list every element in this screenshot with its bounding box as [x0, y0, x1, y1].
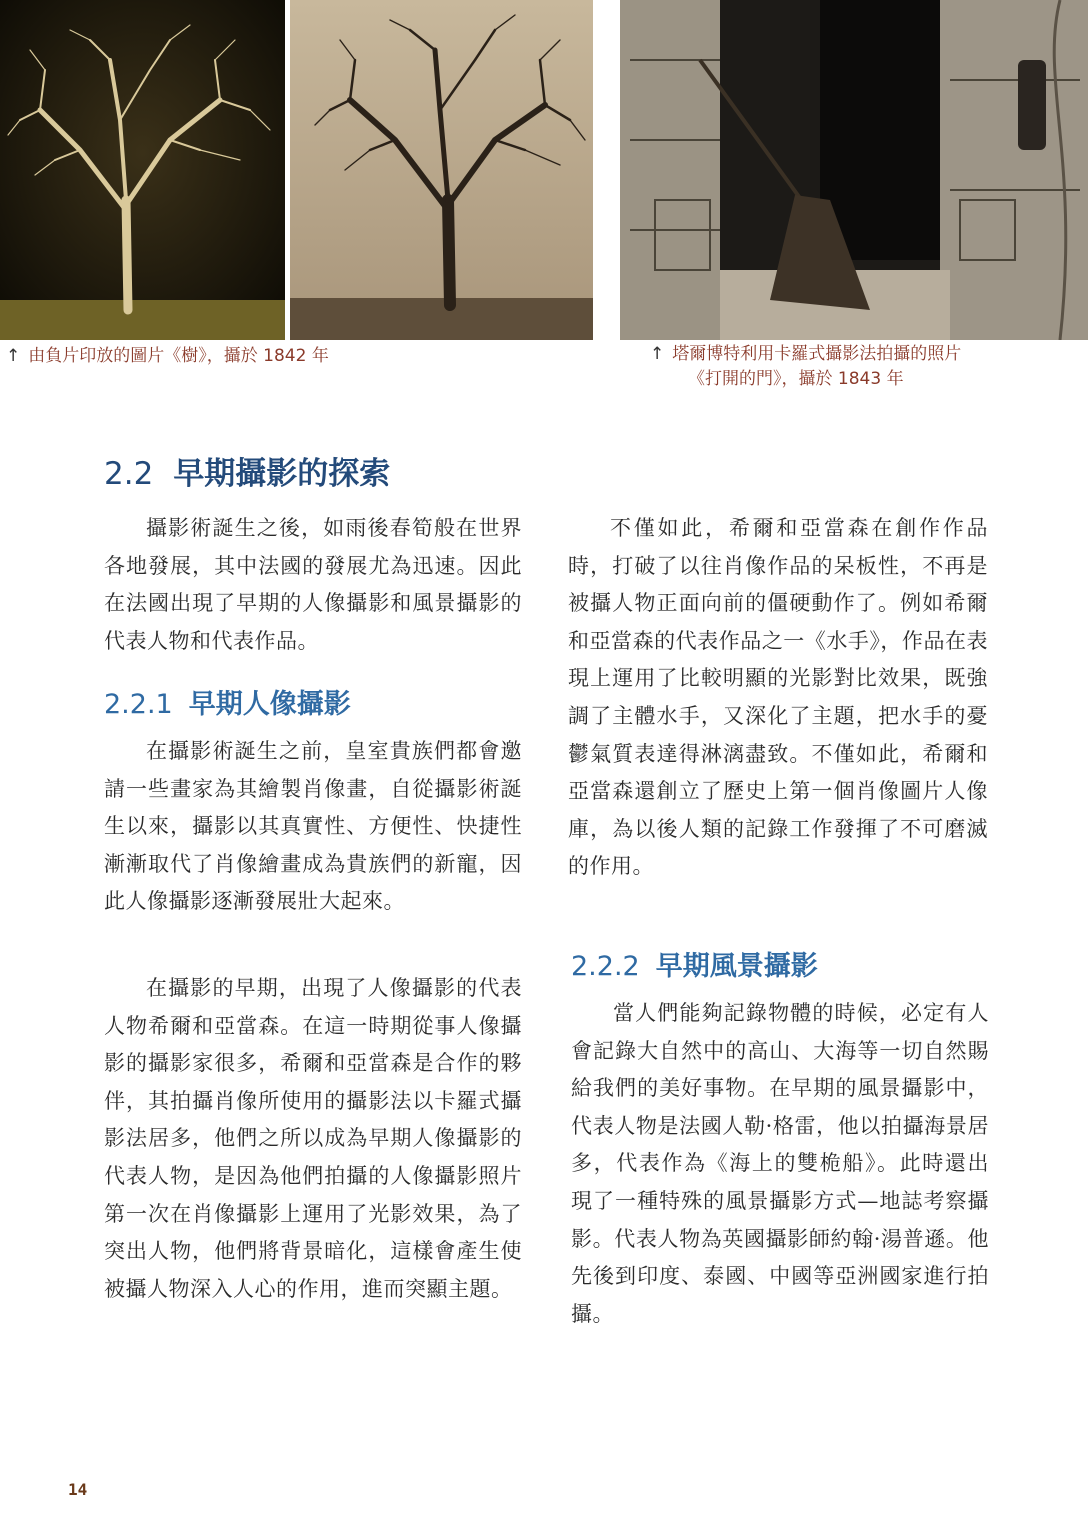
section-heading	[104, 448, 390, 493]
landscape-paragraph: 當人們能夠記錄物體的時候，必定有人會記錄大自然中的高山、大海等一切自然賜給我們的美好事物。在早期的風景攝影中，代表人物是法國人勒·格雷，他以拍攝海景居多，代表作為《海上的雙桅船》。此時還出現了一種特殊的風景攝影方式—地誌考察攝影。代表人物為英國攝影師約翰·湯普遜。他先後到印度、泰國、中國等亞洲國家進行拍攝。	[571, 1001, 989, 1326]
up-arrow-icon: ↑	[6, 346, 21, 366]
section-title: 早期攝影的探索	[173, 456, 391, 492]
subsection-title: 早期風景攝影	[655, 951, 818, 982]
subsection-heading-portrait	[104, 682, 351, 721]
photo-open-door	[620, 0, 1088, 340]
portrait-paragraph-3: 不僅如此，希爾和亞當森在創作作品時，打破了以往肖像作品的呆板性，不再是被攝人物正面向前的僵硬動作了。例如希爾和亞當森的代表作品之一《水手》，作品在表現上運用了比較明顯的光影對比效果，既強調了主體水手，又深化了主題，把水手的憂鬱氣質表達得淋漓盡致。不僅如此，希爾和亞當森還創立了歷史上第一個肖像圖片人像庫，為以後人類的記錄工作發揮了不可磨滅的作用。	[568, 516, 988, 879]
portrait-paragraph-1: 在攝影術誕生之前，皇室貴族們都會邀請一些畫家為其繪製肖像畫，自從攝影術誕生以來，攝影以其真實性、方便性、快捷性漸漸取代了肖像繪畫成為貴族們的新寵，因此人像攝影逐漸發展壯大起來。	[104, 739, 522, 914]
caption-tree-photo	[6, 344, 329, 369]
subsection-heading-landscape	[571, 944, 818, 983]
section-number: 2.2	[104, 456, 154, 492]
portrait-paragraph-2: 在攝影的早期，出現了人像攝影的代表人物希爾和亞當森。在這一時期從事人像攝影的攝影家很多，希爾和亞當森是合作的夥伴，其拍攝肖像所使用的攝影法以卡羅式攝影法居多，他們之所以成為早期人像攝影的代表人物，是因為他們拍攝的人像攝影照片第一次在肖像攝影上運用了光影效果，為了突出人物，他們將背景暗化，這樣會產生使被攝人物深入人心的作用，進而突顯主題。	[104, 976, 522, 1301]
caption-text: 由負片印放的圖片《樹》，攝於 1842 年	[28, 346, 329, 366]
caption-door-photo	[650, 342, 961, 392]
subsection-number: 2.2.2	[571, 951, 640, 982]
subsection-title: 早期人像攝影	[188, 689, 351, 720]
caption-text-line2: 《打開的門》，攝於 1843 年	[688, 369, 904, 389]
page-number: 14	[68, 1480, 88, 1499]
photo-tree-print	[290, 0, 593, 340]
photo-tree-negative	[0, 0, 285, 340]
caption-text-line1: 塔爾博特利用卡羅式攝影法拍攝的照片	[672, 344, 962, 364]
intro-paragraph: 攝影術誕生之後，如雨後春筍般在世界各地發展，其中法國的發展尤為迅速。因此在法國出現了早期的人像攝影和風景攝影的代表人物和代表作品。	[104, 516, 522, 653]
subsection-number: 2.2.1	[104, 689, 173, 720]
up-arrow-icon: ↑	[650, 344, 665, 364]
